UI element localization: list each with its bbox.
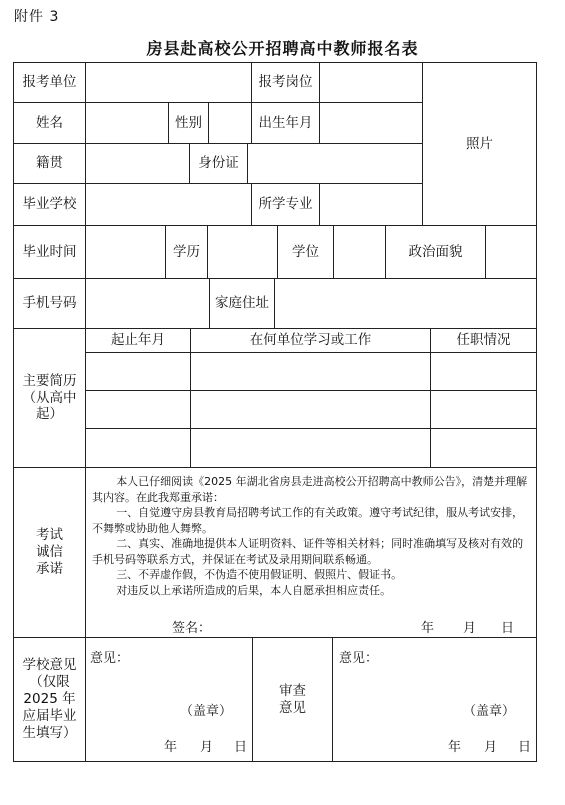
pledge-paragraph: 对违反以上承诺所造成的后果，本人自愿承担相应责任。 <box>116 583 392 597</box>
field-address[interactable] <box>275 279 536 329</box>
label-pledge: 考试诚信承诺 <box>14 468 86 638</box>
form-title: 房县赴高校公开招聘高中教师报名表 <box>146 39 419 58</box>
resume-row2-position[interactable] <box>431 391 536 429</box>
school-month: 月 <box>200 740 214 755</box>
label-post: 报考岗位 <box>252 63 320 103</box>
registration-form <box>13 62 537 762</box>
school-opinion-label: 意见： <box>90 651 130 666</box>
resume-row1-unit[interactable] <box>191 353 431 391</box>
resume-row3-period[interactable] <box>86 429 191 468</box>
field-unit[interactable] <box>86 63 252 103</box>
sign-day: 日 <box>501 621 515 636</box>
sign-label: 签名： <box>172 621 212 636</box>
field-birth[interactable] <box>320 103 423 144</box>
pledge-text <box>92 474 532 598</box>
review-opinion-label: 意见： <box>339 651 379 666</box>
resume-row3-unit[interactable] <box>191 429 431 468</box>
label-school-opinion: 学校意见（仅限 2025 年应届毕业生填写） <box>14 638 86 761</box>
field-name[interactable] <box>86 103 169 144</box>
resume-row2-unit[interactable] <box>191 391 431 429</box>
field-major[interactable] <box>320 184 423 226</box>
field-idcard[interactable] <box>248 144 423 184</box>
resume-col-position: 任职情况 <box>431 329 536 353</box>
label-unit: 报考单位 <box>14 63 86 103</box>
field-edu[interactable] <box>208 226 278 279</box>
label-major: 所学专业 <box>252 184 320 226</box>
field-gradtime[interactable] <box>86 226 166 279</box>
label-degree: 学位 <box>278 226 334 279</box>
field-origin[interactable] <box>86 144 190 184</box>
school-year: 年 <box>164 740 178 755</box>
label-school: 毕业学校 <box>14 184 86 226</box>
attachment-number: 附件 3 <box>14 9 60 25</box>
pledge-paragraph: 三、不弄虚作假，不伪造不使用假证明、假照片、假证书。 <box>116 568 403 581</box>
field-phone[interactable] <box>86 279 210 329</box>
school-seal: （盖章） <box>180 704 233 719</box>
label-gender: 性别 <box>169 103 209 144</box>
label-name: 姓名 <box>14 103 86 144</box>
pledge-paragraph: 一、自觉遵守房县教育局招聘考试工作的有关政策。遵守考试纪律，服从考试安排，不舞弊或协助他人舞弊。 <box>92 506 524 535</box>
field-post[interactable] <box>320 63 423 103</box>
label-origin: 籍贯 <box>14 144 86 184</box>
label-review-opinion: 审查意见 <box>253 638 333 761</box>
resume-row3-position[interactable] <box>431 429 536 468</box>
label-address: 家庭住址 <box>210 279 275 329</box>
resume-col-unit: 在何单位学习或工作 <box>191 329 431 353</box>
resume-row1-position[interactable] <box>431 353 536 391</box>
pledge-paragraph: 本人已仔细阅读《2025 年湖北省房县走进高校公开招聘高中教师公告》，清楚并理解其内容。在此我郑重承诺： <box>92 475 528 504</box>
pledge-paragraph: 二、真实、准确地提供本人证明资料、证件等相关材料；同时准确填写及核对有效的手机号码等联系方式，并保证在考试及录用期间联系畅通。 <box>92 537 524 566</box>
resume-row1-period[interactable] <box>86 353 191 391</box>
field-school[interactable] <box>86 184 252 226</box>
sign-month: 月 <box>463 621 477 636</box>
school-day: 日 <box>234 740 248 755</box>
resume-col-period: 起止年月 <box>86 329 191 353</box>
field-degree[interactable] <box>334 226 386 279</box>
label-edu: 学历 <box>166 226 208 279</box>
sign-year: 年 <box>421 621 435 636</box>
photo-box[interactable]: 照片 <box>423 63 536 226</box>
label-phone: 手机号码 <box>14 279 86 329</box>
label-resume: 主要简历（从高中起） <box>14 329 86 468</box>
field-gender[interactable] <box>209 103 252 144</box>
review-day: 日 <box>518 740 532 755</box>
field-political[interactable] <box>486 226 536 279</box>
review-year: 年 <box>448 740 462 755</box>
label-idcard: 身份证 <box>190 144 248 184</box>
label-birth: 出生年月 <box>252 103 320 144</box>
label-political: 政治面貌 <box>386 226 486 279</box>
review-month: 月 <box>484 740 498 755</box>
label-gradtime: 毕业时间 <box>14 226 86 279</box>
resume-row2-period[interactable] <box>86 391 191 429</box>
review-seal: （盖章） <box>463 704 516 719</box>
